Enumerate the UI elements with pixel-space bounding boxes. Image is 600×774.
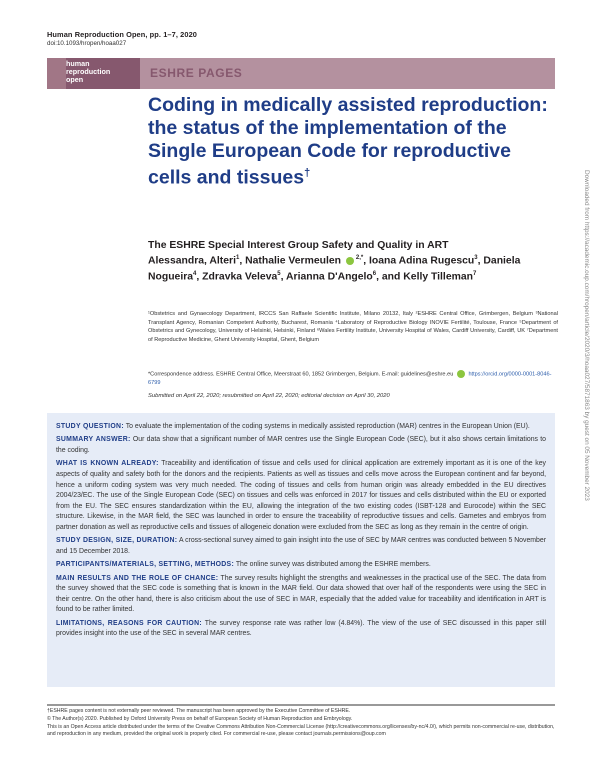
affiliation-ref: 3 [474, 255, 478, 262]
article-title [148, 94, 548, 190]
conjunction: and [381, 271, 401, 283]
abstract-paragraph [56, 435, 546, 456]
author-name[interactable]: Zdravka Veleva [202, 271, 278, 283]
abstract-text: The online survey was distributed among the ESHRE members. [234, 561, 431, 569]
affiliation-ref: 4 [193, 270, 197, 277]
journal-logo [66, 58, 140, 89]
abstract-label: MAIN RESULTS AND THE ROLE OF CHANCE: [56, 574, 219, 582]
affiliations: ¹Obstetrics and Gynaecology Department, IRCCS San Raffaele Scientific Institute, Milano 20132, Italy ²ESHRE Central Office, Grimbergen, Belgium ³National Transplant Agency, Romanian Competent Authority, Bucharest, Romania ⁴Laboratory of Reproductive Biology INOVIE Fertilité, Toulouse, France ⁵Department of Obstetrics and Gynecology, University of Helsinki, Helsinki, Finland ⁶Wales Fertility Institute, University Hospital of Wales, Cardiff University, Cardiff, UK ⁷Department of Reproductive Medicine, Ghent University Hospital, Ghent, Belgium [148, 311, 558, 343]
abstract-label: LIMITATIONS, REASONS FOR CAUTION: [56, 619, 202, 627]
abstract-paragraph [56, 574, 546, 616]
band-accent [47, 58, 66, 89]
author-name[interactable]: Arianna D'Angelo [286, 271, 373, 283]
copyright: © The Author(s) 2020. Published by Oxford University Press on behalf of European Society of Human Reproduction and Embryology. [47, 715, 353, 722]
author-name[interactable]: Nathalie Vermeulen [245, 255, 341, 267]
footer-notes [47, 708, 555, 739]
orcid-link[interactable]: https://orcid.org/0000-0001-8046-6799 [148, 371, 552, 387]
download-watermark [582, 170, 592, 670]
affiliation-ref: 6 [372, 270, 377, 277]
abstract-text: The survey results highlight the strengths and weaknesses in the practical use of the SEC. The data from the survey showed that the SEC code is something that is known in the MAR field. Our data showed that over half of the respondents were using the SEC in their centre. On the other hand, there is also criticism about the use of SEC in MAR, especially that the added value for traceability and identification in ART is found to be rather limited. [56, 574, 546, 614]
abstract-paragraph [56, 422, 546, 433]
abstract-box [47, 413, 555, 687]
doi: doi:10.1093/hropen/hoaa027 [47, 40, 127, 47]
title-footnote-mark: † [304, 167, 311, 180]
abstract-label: WHAT IS KNOWN ALREADY: [56, 460, 159, 468]
logo-line: open [66, 75, 84, 84]
abstract-text: The survey response rate was rather low (4.84%). The view of the use of SEC discussed in this paper still provides insight into the use of the SEC in several MAR centres. [56, 619, 546, 638]
author-list: Alessandra, Alteri$^1$, Nathalie Vermeulen $^{2,*}$, Ioana Adina Rugescu$^3$, Daniela Nogueira$^4$, Zdravka Veleva$^5$, Arianna D'Angelo$^6$, and Kelly Tilleman$^7$ [148, 255, 521, 283]
author-block [148, 239, 558, 284]
abstract-content [56, 422, 546, 643]
footnote: †ESHRE pages content is not externally peer reviewed. The manuscript has been approved by the Executive Committee of ESHRE. [47, 708, 351, 714]
footer-divider [47, 704, 555, 706]
license: This is an Open Access article distributed under the terms of the Creative Commons Attribution Non-Commercial License (http://creativecommons.org/licenses/by-nc/4.0/), which permits non-commercial re-use, distribution, and reproduction in any medium, provided the original work is properly cited. For commercial re-use, please contact journals.permissions@oup.com [47, 723, 555, 738]
title-text: Coding in medically assisted reproduction: the status of the implementation of the Single European Code for reproductive cells and tissues [148, 94, 548, 189]
abstract-text: Our data show that a significant number of MAR centres use the Single European Code (SEC), but it also shows certain limitations to the coding. [56, 436, 546, 454]
abstract-paragraph [56, 459, 546, 533]
journal-citation: Human Reproduction Open, pp. 1–7, 2020 [47, 30, 197, 39]
abstract-label: SUMMARY ANSWER: [56, 436, 131, 444]
abstract-label: STUDY QUESTION: [56, 423, 124, 430]
author-name[interactable]: Ioana Adina Rugescu [369, 255, 475, 267]
logo-line: reproduction [66, 67, 111, 76]
affiliation-ref: 7 [472, 270, 477, 277]
abstract-label: STUDY DESIGN, SIZE, DURATION: [56, 537, 178, 545]
abstract-label: PARTICIPANTS/MATERIALS, SETTING, METHODS: [56, 561, 235, 569]
abstract-paragraph [56, 619, 546, 640]
abstract-paragraph [56, 536, 546, 557]
orcid-icon[interactable] [346, 257, 354, 265]
abstract-paragraph [56, 560, 546, 571]
affiliation-ref: 5 [277, 270, 281, 277]
abstract-text: A cross-sectional survey aimed to gain insight into the use of SEC by MAR centres was conducted between 5 November and 15 December 2018. [56, 537, 546, 555]
correspondence-text: *Correspondence address. ESHRE Central Office, Meerstraat 60, 1852 Grimbergen, Belgium. E-mail: guidelines@eshre.eu [148, 371, 454, 378]
author-group: The ESHRE Special Interest Group Safety and Quality in ART [148, 240, 449, 251]
section-label: ESHRE PAGES [150, 66, 243, 80]
submission-dates: Submitted on April 22, 2020; resubmitted on April 22, 2020; editorial decision on April 30, 2020 [148, 393, 390, 399]
logo-line: human [66, 59, 90, 68]
author-name[interactable]: Alessandra, Alteri [148, 255, 236, 267]
abstract-text: To evaluate the implementation of the coding systems in medically assisted reproduction (MAR) centres in the European Union (EU). [123, 423, 530, 430]
affiliation-ref: 1 [235, 255, 240, 262]
section-header-band [47, 58, 555, 89]
affiliation-ref: 2,* [355, 255, 364, 262]
correspondence [148, 370, 558, 388]
author-name[interactable]: Kelly Tilleman [403, 271, 473, 283]
author-name[interactable]: Daniela Nogueira [148, 255, 521, 283]
orcid-icon[interactable] [457, 370, 465, 378]
download-note: Downloaded from https://academic.oup.com/hropen/article/2020/3/hoaa027/5871863 by guest on 05 November 2023 [583, 170, 590, 501]
abstract-text: Traceability and identification of tissue and cells used for clinical application are extremely important as it is one of the key aspects of quality and safety both for the donors and the recipients. Patients as well as tissues and cells move across the European continent and far beyond, hence a uniform coding system was very much needed. The coding of tissues and cells from human origin was already embedded in the EU directives 2004/23/EC. The use of the Single European Code (SEC) on tissues and cells was enforced in 2017 for tissues and cells distributed within the EU or exported from the EU. The SEC ensures standardization within the EU, allowing the integration of the two existing codes (ISBT-128 and Eurocode) within the SEC structure. Likewise, in the MAR field, the SEC was launched in order to ensure the traceability of reproductive tissues and cells. Gametes and embryos from partner donation as well as reproductive cells and tissues of allogeneic donation were excluded from the SEC as long as they remain in the centre of origin. [56, 460, 546, 531]
